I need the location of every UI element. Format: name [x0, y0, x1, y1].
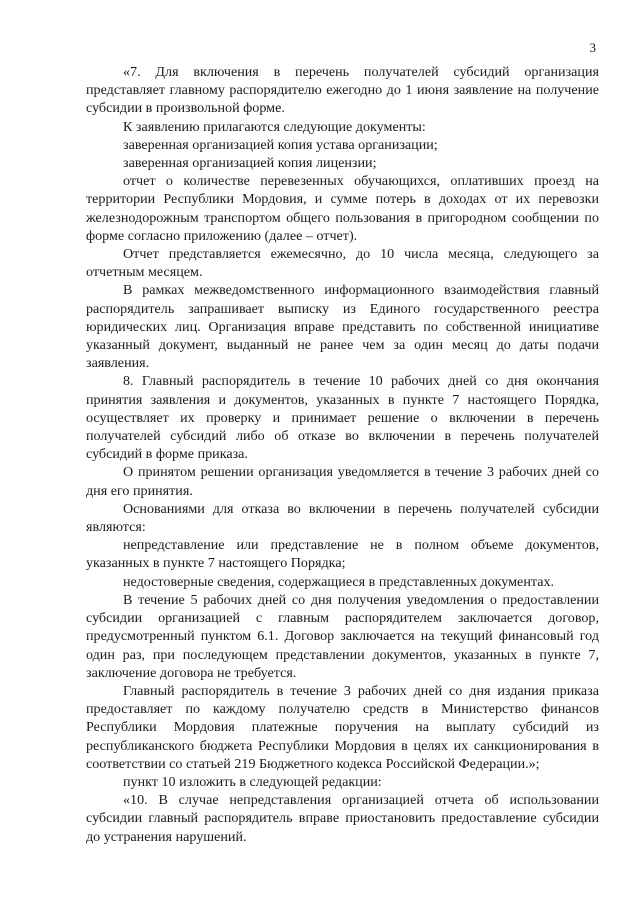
page-number: 3: [589, 40, 596, 55]
paragraph-contract: В течение 5 рабочих дней со дня получения уведомления о предоставлении субсидии организацией с главным распорядителем заключается договор, предусмотренный пунктом 6.1. Договор заключается на текущий финансовый год один раз, при последующем представлении документов, указанных в пункте 7, заключение договора не требуется.: [86, 591, 599, 681]
paragraph-7-intro: «7. Для включения в перечень получателей субсидий организация представляет главному распорядителю ежегодно до 1 июня заявление на получение субсидии в произвольной форме.: [86, 64, 599, 117]
document-body: [86, 63, 599, 846]
paragraph-8: 8. Главный распорядитель в течение 10 рабочих дней со дня окончания принятия заявления и документов, указанных в пункте 7 настоящего Порядка, осуществляет их проверку и принимает решение о включении в перечень получателей субсидий либо об отказе во включении в перечень получателей субсидий в форме приказа.: [86, 373, 599, 463]
paragraph-report-monthly: Отчет представляется ежемесячно, до 10 числа месяца, следующего за отчетным месяцем.: [86, 246, 599, 281]
paragraph-interagency: В рамках межведомственного информационного взаимодействия главный распорядитель запрашивает выписку из Единого государственного реестра юридических лиц. Организация вправе представить по собственной инициативе указанный документ, выданный не ранее чем за один месяц до даты подачи заявления.: [86, 282, 599, 372]
paragraph-refusal-incomplete: непредставление или представление не в полном объеме документов, указанных в пункте 7 настоящего Порядка;: [86, 537, 599, 572]
paragraph-license-copy: заверенная организацией копия лицензии;: [123, 155, 377, 172]
paragraph-refusal-false-info: недостоверные сведения, содержащиеся в представленных документах.: [123, 573, 555, 590]
paragraph-10: «10. В случае непредставления организацией отчета об использовании субсидии главный распорядитель вправе приостановить предоставление субсидии до устранения нарушений.: [86, 792, 599, 845]
paragraph-charter-copy: заверенная организацией копия устава организации;: [123, 136, 438, 153]
paragraph-documents-heading: К заявлению прилагаются следующие документы:: [123, 118, 426, 135]
paragraph-payment-orders: Главный распорядитель в течение 3 рабочих дней со дня издания приказа предоставляет по каждому получателю средств в Министерство финансов Республики Мордовия платежные поручения на выплату субсидий из республиканского бюджета Республики Мордовия в целях их санкционирования в соответствии со статьей 219 Бюджетного кодекса Российской Федерации.»;: [86, 682, 599, 772]
paragraph-report: отчет о количестве перевезенных обучающихся, оплативших проезд на территории Республики Мордовия, и сумме потерь в доходах от их перевозки железнодорожным транспортом общего пользования в пригородном сообщении по форме согласно приложению (далее – отчет).: [86, 173, 599, 244]
paragraph-item-10-intro: пункт 10 изложить в следующей редакции:: [123, 773, 382, 790]
paragraph-notification: О принятом решении организация уведомляется в течение 3 рабочих дней со дня его принятия.: [86, 464, 599, 499]
paragraph-refusal-grounds: Основаниями для отказа во включении в перечень получателей субсидии являются:: [86, 500, 599, 536]
